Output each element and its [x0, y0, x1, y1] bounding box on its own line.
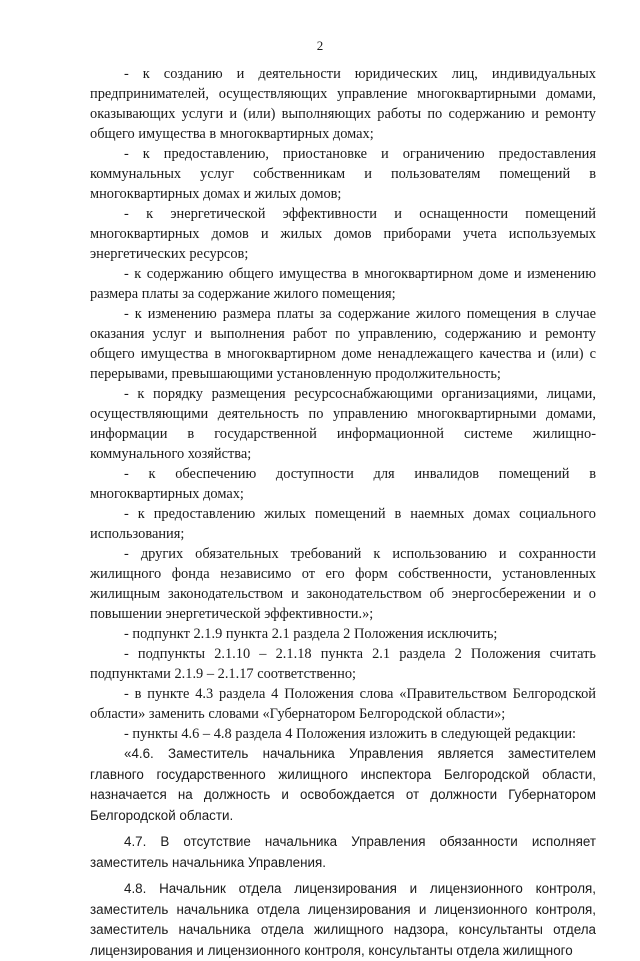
- quoted-paragraph-4-8: 4.8. Начальник отдела лицензирования и лицензионного контроля, заместитель начальника отдела лицензирования и лицензионного контроля, заместитель начальника отдела жилищного надзора, консультанты отдела лицензирования и лицензионного контроля, консультанты отдела жилищного: [90, 881, 596, 958]
- paragraph: - к содержанию общего имущества в многоквартирном доме и изменению размера платы за содержание жилого помещения;: [90, 266, 596, 302]
- paragraph: - к изменению размера платы за содержание жилого помещения в случае оказания услуг и выполнения работ по управлению, содержанию и ремонту общего имущества в многоквартирном доме ненадлежащего качества и (или) с перерывами, превышающими установленную продолжительность;: [90, 306, 596, 382]
- paragraph: - к порядку размещения ресурсоснабжающими организациями, лицами, осуществляющими деятельность по управлению многоквартирными домами, информации в государственной информационной системе жилищно-коммунального хозяйства;: [90, 386, 596, 462]
- paragraph: - подпункт 2.1.9 пункта 2.1 раздела 2 Положения исключить;: [124, 626, 498, 642]
- paragraph: - пункты 4.6 – 4.8 раздела 4 Положения изложить в следующей редакции:: [124, 726, 577, 742]
- paragraph: - к созданию и деятельности юридических лиц, индивидуальных предпринимателей, осуществляющих управление многоквартирными домами, оказывающих услуги и (или) выполняющих работы по содержанию и ремонту общего имущества в многоквартирных домах;: [90, 66, 596, 142]
- paragraph: - к предоставлению жилых помещений в наемных домах социального использования;: [90, 506, 596, 542]
- paragraph: - к предоставлению, приостановке и ограничению предоставления коммунальных услуг собственникам и пользователям помещений в многоквартирных домах и жилых домов;: [90, 146, 596, 202]
- quoted-paragraph-4-7: 4.7. В отсутствие начальника Управления обязанности исполняет заместитель начальника Управления.: [90, 834, 596, 870]
- document-body: [90, 64, 596, 961]
- paragraph: - в пункте 4.3 раздела 4 Положения слова «Правительством Белгородской области» заменить словами «Губернатором Белгородской области»;: [90, 686, 596, 722]
- paragraph: - к обеспечению доступности для инвалидов помещений в многоквартирных домах;: [90, 466, 596, 502]
- paragraph: - подпункты 2.1.10 – 2.1.18 пункта 2.1 раздела 2 Положения считать подпунктами 2.1.9 – 2.1.17 соответственно;: [90, 646, 596, 682]
- paragraph: - других обязательных требований к использованию и сохранности жилищного фонда независимо от его форм собственности, установленных жилищным законодательством и законодательством об энергосбережении и о повышении энергетической эффективности.»;: [90, 546, 596, 622]
- paragraph: - к энергетической эффективности и оснащенности помещений многоквартирных домов и жилых домов приборами учета используемых энергетических ресурсов;: [90, 206, 596, 262]
- page-number: 2: [316, 38, 324, 53]
- quoted-paragraph-4-6: «4.6. Заместитель начальника Управления является заместителем главного государственного жилищного инспектора Белгородской области, назначается на должность и освобождается от должности Губернатором Белгородской области.: [90, 746, 596, 823]
